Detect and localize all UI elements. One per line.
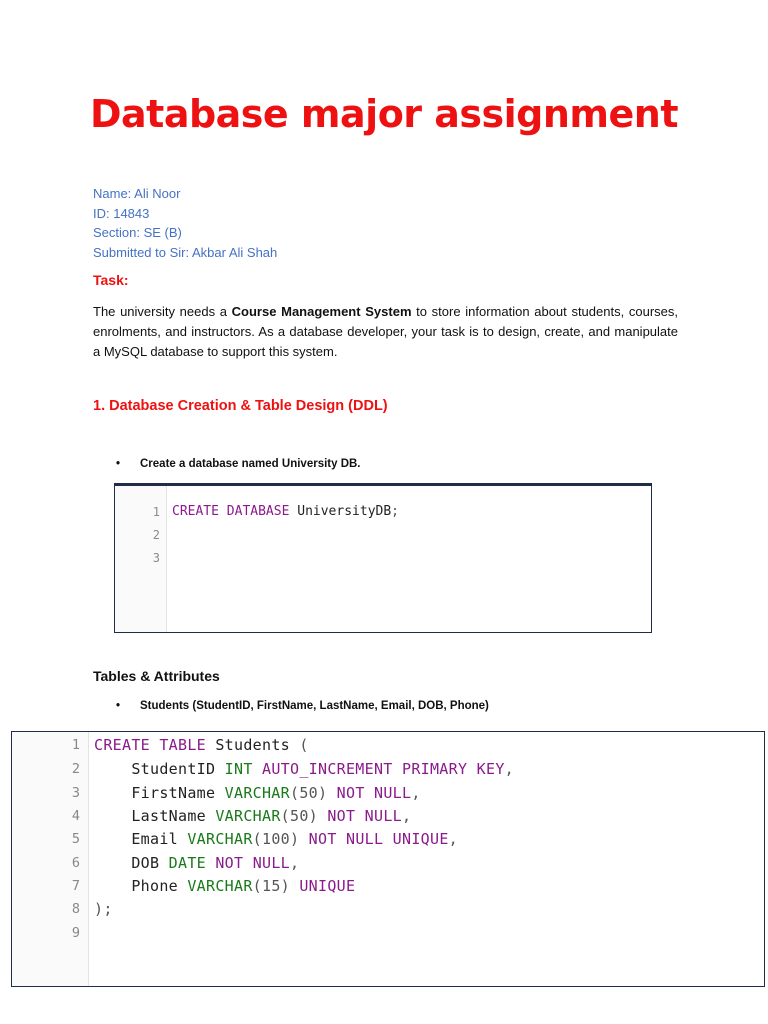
code-token: NULL xyxy=(364,807,402,825)
line-number-gutter xyxy=(115,486,167,632)
code-token: DATABASE xyxy=(226,504,290,519)
line-number: 8 xyxy=(71,901,80,917)
code-token: LastName xyxy=(131,807,206,825)
code-token: VARCHAR xyxy=(187,830,253,848)
student-name: Name: Ali Noor xyxy=(93,186,181,201)
line-number: 6 xyxy=(71,855,80,871)
code-token: UNIQUE xyxy=(299,877,356,895)
bullet-students-text: Students (StudentID, FirstName, LastName, Email, DOB, Phone) xyxy=(140,700,489,712)
student-section: Section: SE (B) xyxy=(93,225,182,240)
code-token: VARCHAR xyxy=(187,877,253,895)
code-line xyxy=(94,736,309,754)
code-token: ( xyxy=(299,736,309,754)
bullet-students xyxy=(116,700,489,712)
code-line xyxy=(94,807,411,825)
line-number: 5 xyxy=(71,831,80,847)
line-number-gutter xyxy=(12,732,89,986)
line-number: 1 xyxy=(152,505,160,519)
code-token: FirstName xyxy=(131,784,216,802)
code-token: AUTO_INCREMENT xyxy=(262,760,393,778)
code-line xyxy=(94,877,355,895)
bullet-create-db xyxy=(116,458,361,470)
code-token: (15) xyxy=(252,877,290,895)
code-token: CREATE xyxy=(94,736,150,754)
code-token: NOT xyxy=(215,854,244,872)
bullet-create-db-text: Create a database named University DB. xyxy=(140,458,361,470)
code-token: PRIMARY xyxy=(401,760,468,778)
code-token: Email xyxy=(131,830,178,848)
code-line xyxy=(172,504,399,519)
student-info xyxy=(93,184,277,262)
code-token: , xyxy=(402,807,412,825)
code-token: StudentID xyxy=(131,760,216,778)
task-text-end: to store information about students, courses, enrolments, and instructors. As a database developer, your task is to design, create, and manipulate a MySQL database to support this system. xyxy=(93,304,678,359)
student-id: ID: 14843 xyxy=(93,205,150,221)
task-paragraph xyxy=(93,302,678,362)
code-token: NULL xyxy=(374,784,412,802)
code-token: (50) xyxy=(289,784,328,802)
code-token: UniversityDB xyxy=(297,504,392,519)
task-text-start: The university needs a xyxy=(93,304,232,319)
code-token: CREATE xyxy=(172,504,219,519)
code-token: DATE xyxy=(168,854,206,872)
task-text-bold: Course Management System xyxy=(231,304,412,319)
section-heading-ddl: 1. Database Creation & Table Design (DDL) xyxy=(93,398,388,414)
submitted-to: Submitted to Sir: Akbar Ali Shah xyxy=(93,244,278,260)
code-token: (50) xyxy=(280,807,318,825)
code-token: , xyxy=(504,760,514,778)
code-line xyxy=(94,900,113,918)
code-token: TABLE xyxy=(159,736,206,754)
code-token: ); xyxy=(94,900,113,918)
line-number: 3 xyxy=(71,785,80,801)
code-token: DOB xyxy=(131,854,160,872)
line-number: 4 xyxy=(71,808,80,824)
code-token: , xyxy=(411,784,421,802)
code-token: , xyxy=(290,854,300,872)
bullet-dot: • xyxy=(116,458,121,470)
tables-heading: Tables & Attributes xyxy=(93,668,220,684)
code-token: Students xyxy=(215,736,290,754)
code-token: VARCHAR xyxy=(224,784,290,802)
code-token: NOT xyxy=(308,830,337,848)
code-token: NOT xyxy=(336,784,365,802)
code-line xyxy=(94,830,458,848)
code-line xyxy=(94,760,514,778)
code-token: Phone xyxy=(131,877,178,895)
code-token: NULL xyxy=(252,854,291,872)
code-block-create-database xyxy=(114,483,652,633)
document-title: Database major assignment xyxy=(89,92,679,136)
line-number: 7 xyxy=(71,878,80,894)
code-token: NULL xyxy=(346,830,384,848)
task-heading: Task: xyxy=(93,272,129,288)
line-number: 2 xyxy=(152,528,160,542)
code-line xyxy=(94,854,299,872)
code-token: VARCHAR xyxy=(215,807,281,825)
code-token: ; xyxy=(391,504,399,519)
code-line xyxy=(94,784,421,802)
code-token: , xyxy=(448,830,459,848)
line-number: 1 xyxy=(71,737,80,753)
code-block-create-table-students xyxy=(11,731,765,987)
line-number: 2 xyxy=(71,761,80,777)
code-token: UNIQUE xyxy=(392,830,449,848)
code-token: KEY xyxy=(476,760,505,778)
line-number: 9 xyxy=(71,925,80,941)
code-token: NOT xyxy=(327,807,356,825)
code-token: INT xyxy=(224,760,253,778)
code-token: (100) xyxy=(252,830,300,848)
bullet-dot: • xyxy=(116,700,121,712)
line-number: 3 xyxy=(152,551,160,565)
